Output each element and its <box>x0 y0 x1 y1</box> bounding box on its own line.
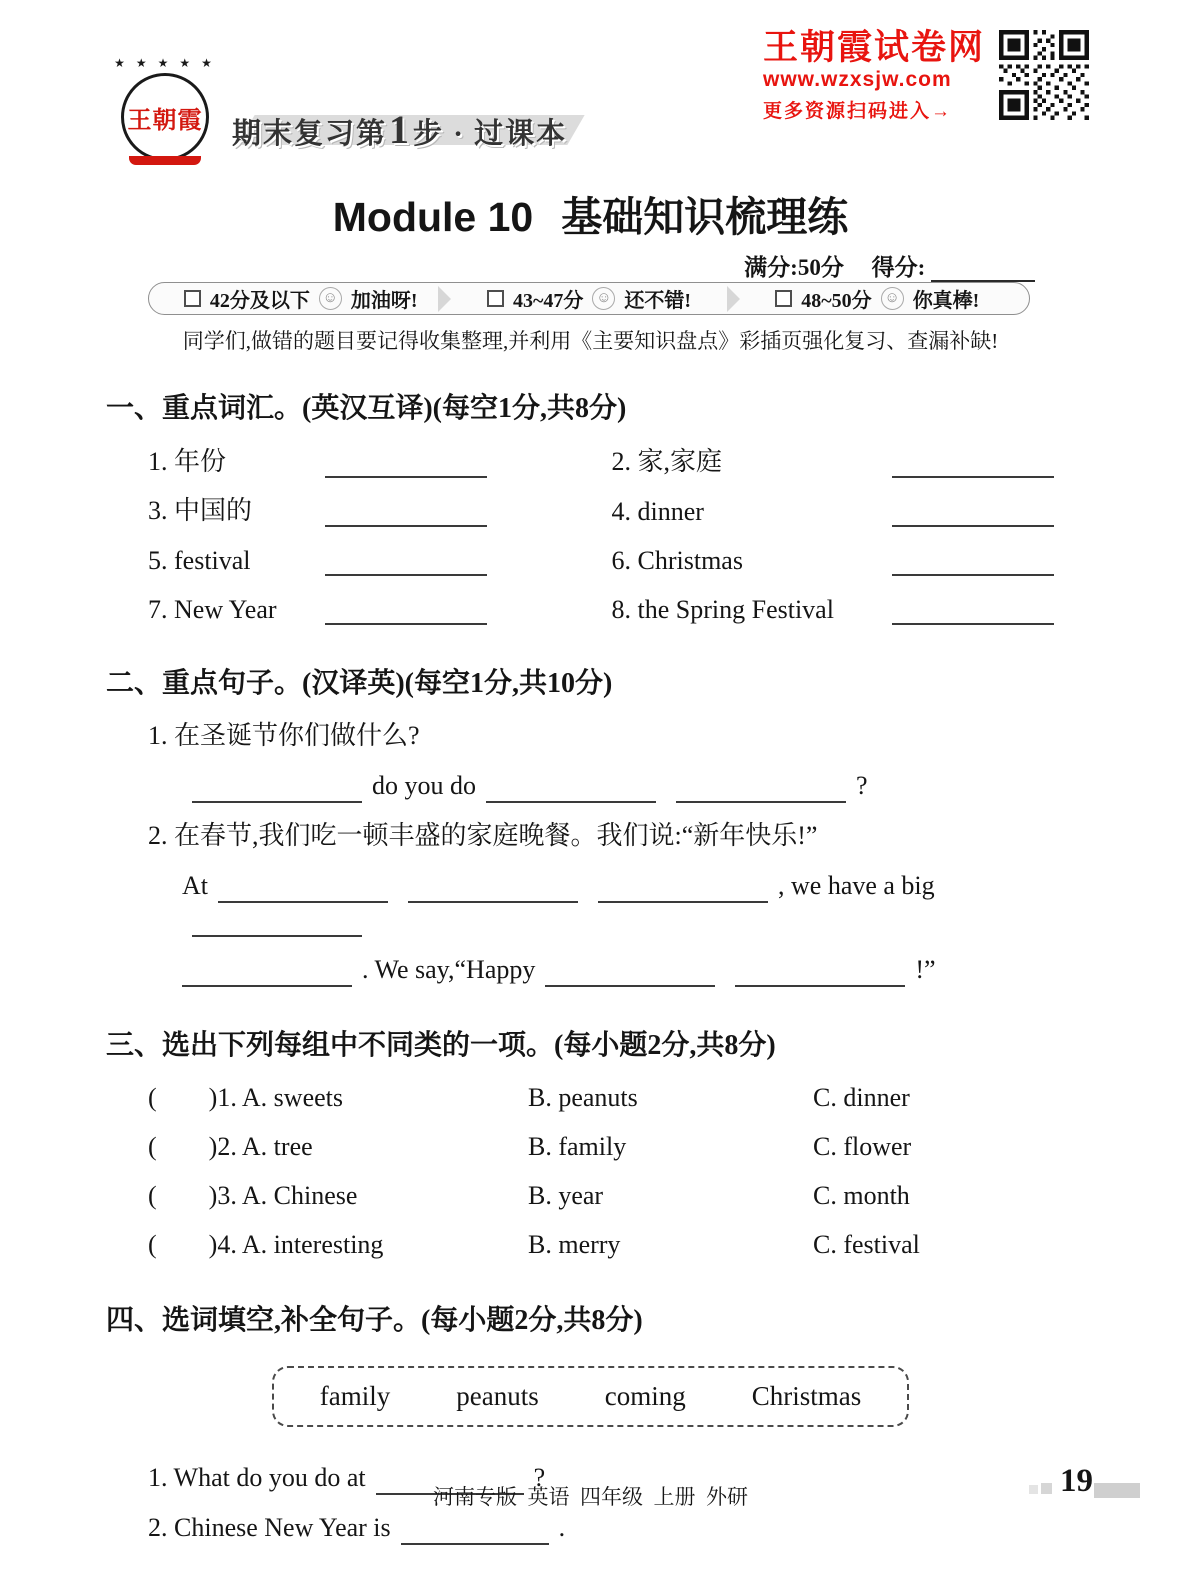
question-number: 2. <box>217 1132 237 1161</box>
vocab-item <box>148 493 612 527</box>
blank-line <box>325 595 487 625</box>
worksheet-body <box>106 386 1075 1581</box>
answer-text: !” <box>915 955 936 984</box>
option-c: C. festival <box>813 1230 920 1259</box>
question-number: 4. <box>217 1230 237 1259</box>
option-b: B. family <box>528 1132 627 1161</box>
score-label: 得分: <box>871 255 926 280</box>
option-a: A. Chinese <box>241 1181 358 1210</box>
blank-line <box>735 957 905 987</box>
answer-line <box>182 869 1075 937</box>
vocab-item <box>148 444 612 478</box>
smiley-icon: ☺ <box>319 287 342 310</box>
section-vocabulary <box>106 386 1075 625</box>
blank-line <box>192 773 362 803</box>
option-a: A. interesting <box>241 1230 384 1259</box>
banner-post: 步 · 过课本 <box>413 117 568 150</box>
word-bank-item: peanuts <box>456 1381 539 1411</box>
page-number <box>1029 1463 1093 1500</box>
word-bank-item: family <box>319 1381 391 1411</box>
option-b: B. year <box>528 1181 604 1210</box>
answer-text: , we have a big <box>778 871 935 900</box>
checkbox-band-2 <box>487 290 504 307</box>
logo-name: 王朝霞 <box>127 107 203 134</box>
band-3-comment: 你真棒! <box>912 290 980 312</box>
word-bank-item: coming <box>604 1381 686 1411</box>
vocab-item <box>148 542 612 576</box>
vocab-label: 6. Christmas <box>611 546 743 575</box>
answer-brackets: ( ) <box>148 1132 218 1161</box>
brand-logo <box>110 56 220 165</box>
chevron-divider-icon <box>727 286 740 312</box>
option-a: A. tree <box>241 1132 313 1161</box>
blank-line <box>325 448 487 478</box>
band-1-range: 42分及以下 <box>209 290 310 312</box>
section-odd-one-out <box>106 1023 1075 1262</box>
blank-line <box>676 773 846 803</box>
band-2-comment: 还不错! <box>624 290 692 312</box>
vocab-grid <box>148 444 1075 625</box>
blank-line <box>325 497 487 527</box>
vocab-item <box>612 493 1076 527</box>
answer-text: . We say,“Happy <box>362 955 536 984</box>
choice-row <box>148 1130 1075 1164</box>
band-2-range: 43~47分 <box>512 290 584 312</box>
option-b: B. peanuts <box>528 1083 638 1112</box>
section-sentences <box>106 661 1075 987</box>
choice-row <box>148 1179 1075 1213</box>
vocab-label: 7. New Year <box>148 595 277 624</box>
site-name: 王朝霞试卷网 <box>762 28 985 67</box>
question-number: 1. <box>217 1083 237 1112</box>
score-band-2 <box>451 284 726 313</box>
section-3-heading: 三、选出下列每组中不同类的一项。(每小题2分,共8分) <box>106 1030 776 1061</box>
vocab-label: 5. festival <box>148 546 251 575</box>
site-branding-text <box>763 30 985 123</box>
answer-text: ? <box>856 771 868 800</box>
page-number-decoration <box>1029 1483 1052 1500</box>
vocab-item <box>612 542 1076 576</box>
answer-brackets: ( ) <box>148 1181 218 1210</box>
sentence-prompt: 1. 在圣诞节你们做什么? <box>148 721 420 750</box>
vocab-label: 8. the Spring Festival <box>611 595 834 624</box>
site-branding <box>763 30 1089 123</box>
chevron-divider-icon <box>438 286 451 312</box>
checkbox-band-1 <box>184 290 201 307</box>
checkbox-band-3 <box>775 290 792 307</box>
option-c: C. dinner <box>813 1083 910 1112</box>
logo-ribbon <box>129 156 201 165</box>
section-1-heading: 一、重点词汇。(英汉互译)(每空1分,共8分) <box>106 393 627 424</box>
answer-text: At <box>182 871 208 900</box>
reminder-note: 同学们,做错的题目要记得收集整理,并利用《主要知识盘点》彩插页强化复习、查漏补缺! <box>182 329 999 353</box>
answer-line <box>182 769 1075 803</box>
smiley-icon: ☺ <box>592 287 615 310</box>
logo-stars-icon: ★ ★ ★ ★ ★ <box>114 56 216 70</box>
page-title <box>0 184 1181 243</box>
band-3-range: 48~50分 <box>801 290 872 312</box>
blank-line <box>325 546 487 576</box>
vocab-label: 4. dinner <box>611 497 704 526</box>
scan-hint: 更多资源扫码进入→ <box>762 101 952 122</box>
question-number: 3. <box>217 1181 237 1210</box>
footer-edition-info: 河南专版 英语 四年级 上册 外研 <box>433 1485 748 1509</box>
score-blank-line <box>931 260 1035 282</box>
qr-code-icon <box>999 30 1089 120</box>
section-4-heading: 四、选词填空,补全句子。(每小题2分,共8分) <box>106 1305 643 1336</box>
blank-line <box>598 873 768 903</box>
choice-cell-a <box>148 1081 528 1115</box>
score-bands-bar <box>148 282 1030 315</box>
full-score-label: 满分:50分 <box>744 255 844 280</box>
question-text: 1. What do you do at <box>148 1463 366 1492</box>
vocab-item <box>148 591 612 625</box>
banner-text <box>232 106 567 153</box>
vocab-label: 1. 年份 <box>148 447 227 476</box>
site-url: www.wzxsjw.com <box>762 68 952 91</box>
blank-line <box>545 957 715 987</box>
blank-line <box>486 773 656 803</box>
blank-line <box>408 873 578 903</box>
banner-step-number: 1 <box>389 106 412 152</box>
question-text: 2. Chinese New Year is <box>148 1513 391 1542</box>
question-punct: . <box>558 1513 566 1542</box>
blank-line <box>182 957 352 987</box>
answer-line <box>182 953 1075 987</box>
title-module: Module 10 <box>332 194 534 240</box>
band-1-comment: 加油呀! <box>350 290 418 312</box>
word-bank-item: Christmas <box>751 1381 862 1411</box>
title-chinese: 基础知识梳理练 <box>561 194 849 240</box>
vocab-item <box>612 591 1076 625</box>
option-a: A. sweets <box>241 1083 343 1112</box>
answer-text: do you do <box>372 771 476 800</box>
smiley-icon: ☺ <box>881 287 904 310</box>
choice-cell-a <box>148 1228 528 1262</box>
blank-line <box>892 546 1054 576</box>
answer-brackets: ( ) <box>148 1230 218 1259</box>
question-punct: ? <box>533 1463 546 1492</box>
fill-question <box>148 1511 1075 1545</box>
sentence-prompt: 2. 在春节,我们吃一顿丰盛的家庭晚餐。我们说:“新年快乐!” <box>148 821 818 850</box>
score-line <box>744 249 1035 282</box>
banner-pre: 期末复习第 <box>232 117 388 150</box>
blank-line <box>892 595 1054 625</box>
choice-row <box>148 1081 1075 1115</box>
word-bank <box>272 1366 909 1427</box>
choice-row <box>148 1228 1075 1262</box>
page-number-value: 19 <box>1060 1463 1093 1499</box>
blank-line <box>401 1515 549 1545</box>
score-band-1 <box>163 284 438 313</box>
choice-cell-a <box>148 1130 528 1164</box>
score-band-3 <box>740 284 1015 313</box>
option-c: C. month <box>813 1181 910 1210</box>
logo-ring <box>121 73 209 161</box>
answer-brackets: ( ) <box>148 1083 218 1112</box>
vocab-label: 3. 中国的 <box>148 496 253 525</box>
vocab-label: 2. 家,家庭 <box>611 447 723 476</box>
review-step-banner <box>232 106 567 152</box>
option-b: B. merry <box>528 1230 621 1259</box>
option-c: C. flower <box>813 1132 912 1161</box>
choice-cell-a <box>148 1179 528 1213</box>
section-2-heading: 二、重点句子。(汉译英)(每空1分,共10分) <box>106 668 613 699</box>
blank-line <box>192 907 362 937</box>
page-edge-bar <box>1094 1483 1140 1498</box>
blank-line <box>218 873 388 903</box>
vocab-item <box>612 444 1076 478</box>
blank-line <box>892 497 1054 527</box>
blank-line <box>892 448 1054 478</box>
